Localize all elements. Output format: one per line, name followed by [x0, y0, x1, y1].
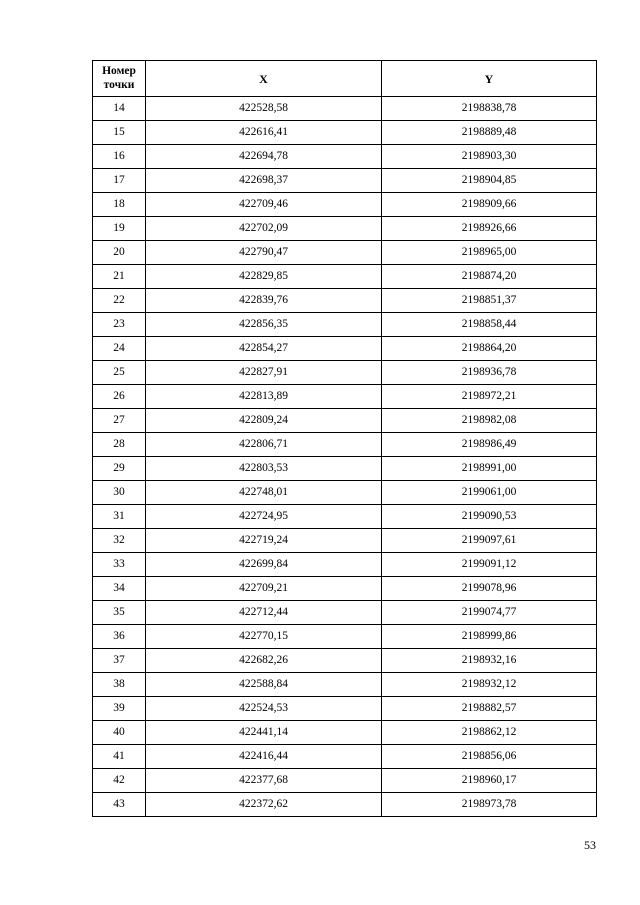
- table-row: [93, 577, 597, 601]
- cell-x: 422724,95: [146, 505, 382, 529]
- cell-y: 2198960,17: [382, 769, 597, 793]
- cell-point-number: 25: [93, 361, 146, 385]
- cell-point-number: 26: [93, 385, 146, 409]
- cell-point-number: 24: [93, 337, 146, 361]
- cell-point-number: 40: [93, 721, 146, 745]
- cell-y: 2198874,20: [382, 265, 597, 289]
- table-row: [93, 553, 597, 577]
- header-point-number: Номер точки: [93, 61, 146, 97]
- cell-y: 2199097,61: [382, 529, 597, 553]
- cell-point-number: 38: [93, 673, 146, 697]
- cell-x: 422856,35: [146, 313, 382, 337]
- table-row: [93, 289, 597, 313]
- cell-x: 422712,44: [146, 601, 382, 625]
- table-header: [93, 61, 597, 97]
- cell-y: 2198882,57: [382, 697, 597, 721]
- cell-y: 2198851,37: [382, 289, 597, 313]
- table-row: [93, 217, 597, 241]
- table-row: [93, 361, 597, 385]
- table-row: [93, 529, 597, 553]
- cell-y: 2198991,00: [382, 457, 597, 481]
- header-row: [93, 61, 597, 97]
- table-row: [93, 697, 597, 721]
- cell-x: 422709,21: [146, 577, 382, 601]
- cell-point-number: 20: [93, 241, 146, 265]
- cell-x: 422616,41: [146, 121, 382, 145]
- cell-point-number: 33: [93, 553, 146, 577]
- cell-x: 422748,01: [146, 481, 382, 505]
- cell-x: 422702,09: [146, 217, 382, 241]
- cell-y: 2198903,30: [382, 145, 597, 169]
- cell-y: 2198999,86: [382, 625, 597, 649]
- cell-y: 2199074,77: [382, 601, 597, 625]
- cell-y: 2198986,49: [382, 433, 597, 457]
- page-number: 53: [584, 838, 596, 852]
- table-row: [93, 265, 597, 289]
- cell-x: 422698,37: [146, 169, 382, 193]
- cell-x: 422813,89: [146, 385, 382, 409]
- cell-point-number: 16: [93, 145, 146, 169]
- cell-x: 422770,15: [146, 625, 382, 649]
- cell-point-number: 22: [93, 289, 146, 313]
- cell-point-number: 37: [93, 649, 146, 673]
- cell-point-number: 34: [93, 577, 146, 601]
- table-row: [93, 649, 597, 673]
- cell-point-number: 36: [93, 625, 146, 649]
- cell-x: 422694,78: [146, 145, 382, 169]
- cell-x: 422377,68: [146, 769, 382, 793]
- cell-point-number: 28: [93, 433, 146, 457]
- table-body: [93, 97, 597, 817]
- table-row: [93, 673, 597, 697]
- table-row: [93, 433, 597, 457]
- cell-y: 2199090,53: [382, 505, 597, 529]
- header-x: X: [146, 61, 382, 97]
- table-row: [93, 121, 597, 145]
- cell-point-number: 14: [93, 97, 146, 121]
- table-row: [93, 241, 597, 265]
- cell-x: 422839,76: [146, 289, 382, 313]
- cell-y: 2198889,48: [382, 121, 597, 145]
- cell-point-number: 39: [93, 697, 146, 721]
- cell-point-number: 29: [93, 457, 146, 481]
- cell-y: 2198864,20: [382, 337, 597, 361]
- cell-y: 2198926,66: [382, 217, 597, 241]
- cell-point-number: 31: [93, 505, 146, 529]
- cell-x: 422416,44: [146, 745, 382, 769]
- cell-x: 422827,91: [146, 361, 382, 385]
- table-row: [93, 193, 597, 217]
- cell-x: 422854,27: [146, 337, 382, 361]
- cell-y: 2198972,21: [382, 385, 597, 409]
- table-row: [93, 625, 597, 649]
- cell-y: 2199091,12: [382, 553, 597, 577]
- table-row: [93, 409, 597, 433]
- table-row: [93, 793, 597, 817]
- header-y: Y: [382, 61, 597, 97]
- cell-point-number: 19: [93, 217, 146, 241]
- cell-x: 422806,71: [146, 433, 382, 457]
- cell-x: 422709,46: [146, 193, 382, 217]
- table-row: [93, 97, 597, 121]
- cell-point-number: 35: [93, 601, 146, 625]
- table-row: [93, 721, 597, 745]
- table-row: [93, 457, 597, 481]
- cell-y: 2198965,00: [382, 241, 597, 265]
- cell-x: 422803,53: [146, 457, 382, 481]
- cell-y: 2198936,78: [382, 361, 597, 385]
- cell-x: 422372,62: [146, 793, 382, 817]
- table-row: [93, 145, 597, 169]
- table-row: [93, 337, 597, 361]
- cell-y: 2199078,96: [382, 577, 597, 601]
- cell-point-number: 23: [93, 313, 146, 337]
- table-row: [93, 169, 597, 193]
- table-row: [93, 769, 597, 793]
- table-row: [93, 385, 597, 409]
- cell-point-number: 21: [93, 265, 146, 289]
- cell-x: 422790,47: [146, 241, 382, 265]
- cell-y: 2198932,16: [382, 649, 597, 673]
- cell-x: 422829,85: [146, 265, 382, 289]
- cell-point-number: 42: [93, 769, 146, 793]
- cell-x: 422699,84: [146, 553, 382, 577]
- cell-point-number: 32: [93, 529, 146, 553]
- cell-x: 422524,53: [146, 697, 382, 721]
- cell-y: 2198862,12: [382, 721, 597, 745]
- cell-point-number: 17: [93, 169, 146, 193]
- cell-y: 2199061,00: [382, 481, 597, 505]
- cell-point-number: 27: [93, 409, 146, 433]
- cell-y: 2198838,78: [382, 97, 597, 121]
- cell-y: 2198982,08: [382, 409, 597, 433]
- cell-y: 2198858,44: [382, 313, 597, 337]
- cell-y: 2198932,12: [382, 673, 597, 697]
- cell-x: 422441,14: [146, 721, 382, 745]
- table-row: [93, 601, 597, 625]
- table-row: [93, 313, 597, 337]
- cell-point-number: 15: [93, 121, 146, 145]
- table-row: [93, 505, 597, 529]
- cell-y: 2198904,85: [382, 169, 597, 193]
- cell-x: 422682,26: [146, 649, 382, 673]
- table-row: [93, 745, 597, 769]
- cell-point-number: 43: [93, 793, 146, 817]
- cell-y: 2198909,66: [382, 193, 597, 217]
- cell-x: 422588,84: [146, 673, 382, 697]
- table-row: [93, 481, 597, 505]
- cell-x: 422719,24: [146, 529, 382, 553]
- cell-y: 2198973,78: [382, 793, 597, 817]
- cell-point-number: 18: [93, 193, 146, 217]
- cell-point-number: 41: [93, 745, 146, 769]
- cell-y: 2198856,06: [382, 745, 597, 769]
- coordinates-table: [92, 60, 597, 817]
- cell-point-number: 30: [93, 481, 146, 505]
- cell-x: 422809,24: [146, 409, 382, 433]
- cell-x: 422528,58: [146, 97, 382, 121]
